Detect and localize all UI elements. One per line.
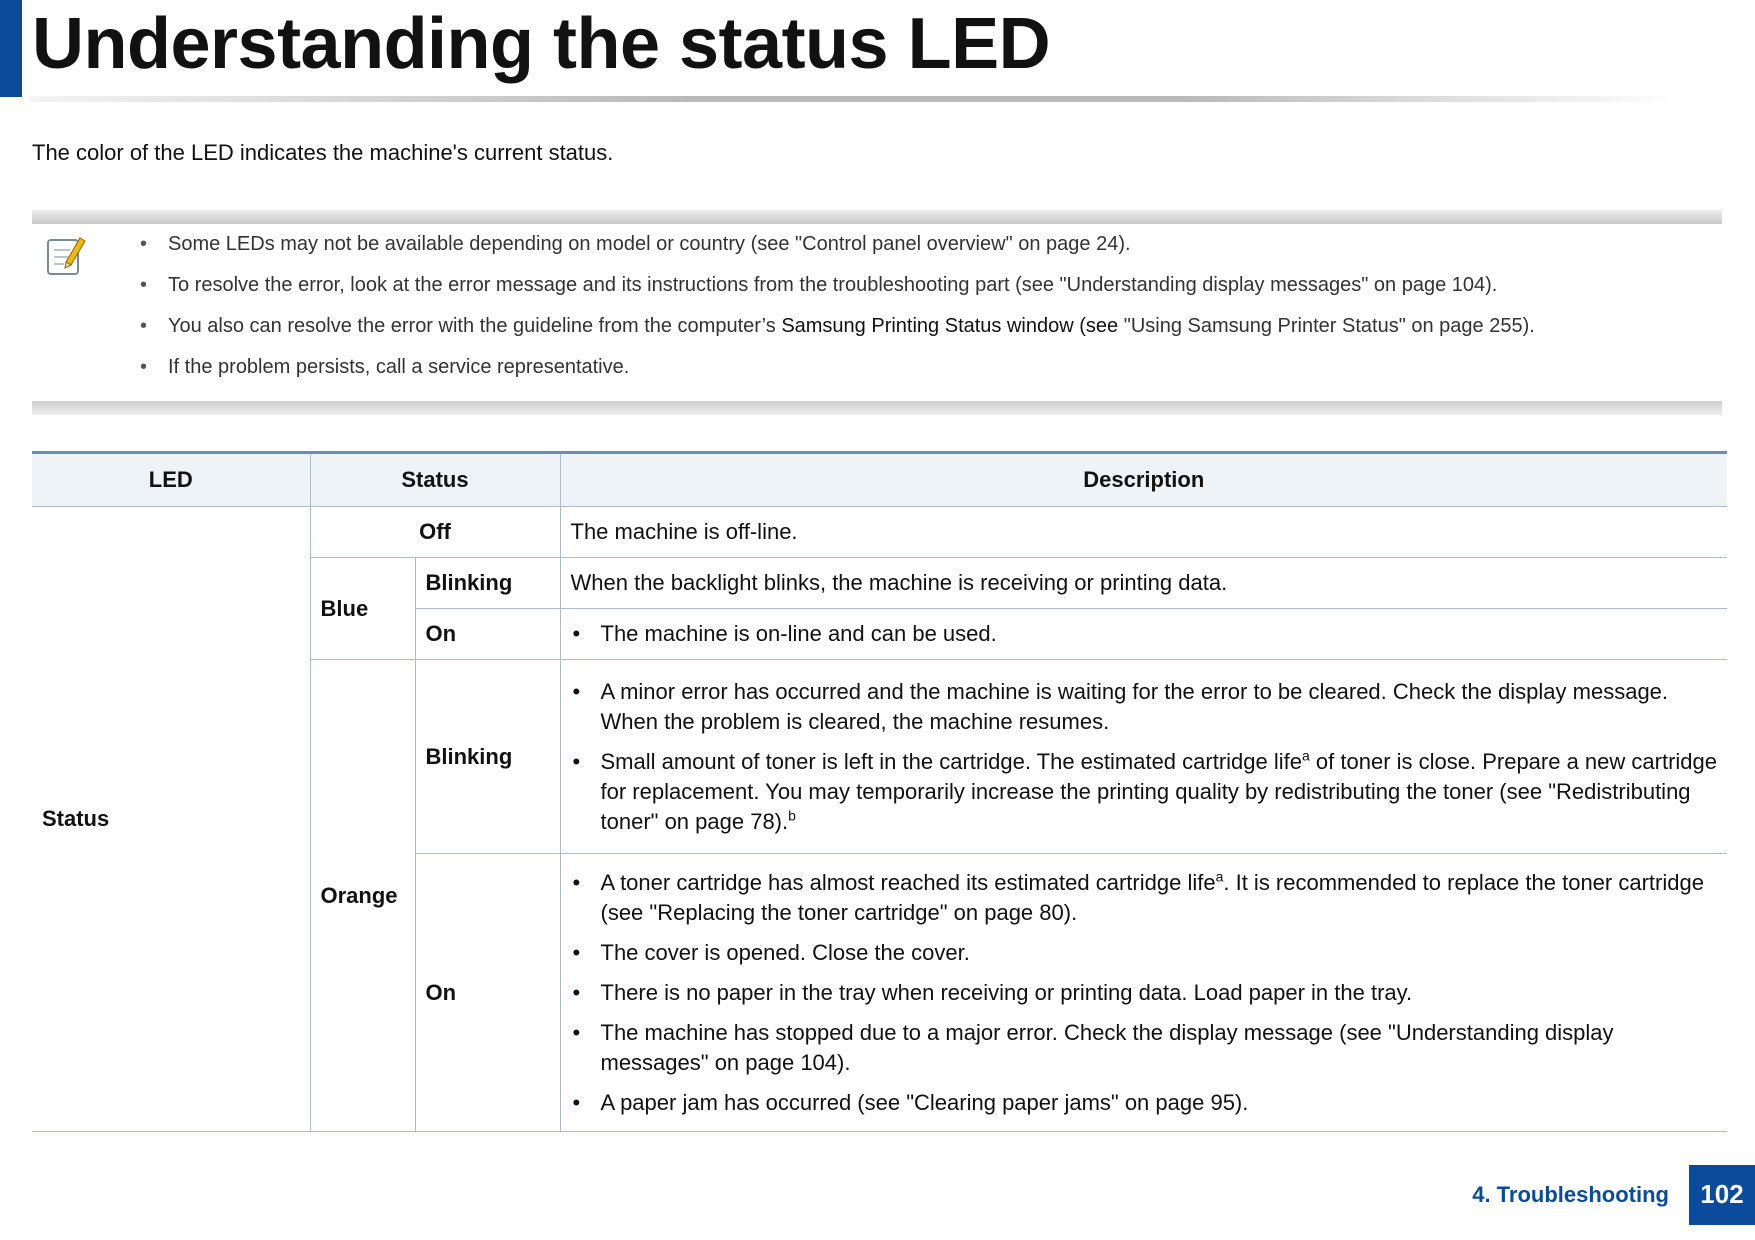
note-item-emphasis: Samsung Printing Status window (see [781,315,1119,337]
header-led: LED [32,453,310,507]
description-blue-on [560,609,1727,660]
header-description: Description [560,453,1727,507]
description-text: . It is recommended to replace the toner cartridge (see "Replacing the toner cartridge" on page 80). [600,869,1704,925]
table-header-row [32,453,1727,507]
note-item: • Some LEDs may not be available depending on model or country (see "Control panel overview" on page 24). [132,232,1535,273]
status-blue-on: On [415,609,560,660]
footnote-marker: a [1302,747,1310,764]
note-top-band [32,210,1722,224]
note-item-text: You also can resolve the error with the guideline from the computer’s [168,315,782,337]
chapter-accent-bar [0,0,22,97]
led-status-table [32,451,1727,1132]
note-item [132,314,1535,355]
note-bottom-band [32,401,1722,415]
note-item: • If the problem persists, call a service representative. [132,355,1535,396]
led-status-cell: Status [32,507,310,1132]
note-item: • To resolve the error, look at the error message and its instructions from the troubleshooting part (see "Understanding display messages" on page 104). [132,273,1535,314]
header-status: Status [310,453,560,507]
description-text: Small amount of toner is left in the cartridge. The estimated cartridge life [600,748,1302,774]
status-off: Off [310,507,560,558]
footer-section-link[interactable]: 4. Troubleshooting [1472,1182,1669,1207]
description-text: A toner cartridge has almost reached its estimated cartridge life [600,869,1216,895]
table-row [32,507,1727,558]
description-item [571,747,1718,837]
footnote-marker: a [1215,868,1224,885]
description-orange-on [560,854,1727,1132]
color-orange: Orange [310,660,415,1132]
status-blue-blinking: Blinking [415,558,560,609]
footnote-marker: b [788,807,796,824]
title-divider [28,96,1678,102]
status-orange-on: On [415,854,560,1132]
color-blue: Blue [310,558,415,660]
intro-text: The color of the LED indicates the machine's current status. [32,140,614,165]
status-orange-blinking: Blinking [415,660,560,854]
note-box [32,210,1722,415]
description-item: • A minor error has occurred and the machine is waiting for the error to be cleared. Check the display message. When the problem is cleared, the machine resumes. [571,677,1718,737]
description-text: of toner is close. Prepare a new cartridge for replacement. You may temporarily increase the printing quality by redistributing the toner (see "Redistributing toner" on page 78). [600,748,1718,834]
description-blue-blinking: When the backlight blinks, the machine is receiving or printing data. [560,558,1727,609]
note-list [132,232,1535,396]
description-item: • There is no paper in the tray when receiving or printing data. Load paper in the tray. [571,978,1718,1008]
description-off: The machine is off-line. [560,507,1727,558]
description-item: • The machine has stopped due to a major error. Check the display message (see "Understanding display messages" on page 104). [571,1018,1718,1078]
description-item: • A paper jam has occurred (see "Clearing paper jams" on page 95). [571,1088,1718,1118]
page-number-badge: 102 [1689,1165,1755,1225]
note-item-text: "Using Samsung Printer Status" on page 255). [1118,315,1535,337]
description-item: • The cover is opened. Close the cover. [571,938,1718,968]
note-pencil-icon [46,232,86,278]
description-item: • The machine is on-line and can be used. [571,619,1718,649]
description-item [571,868,1718,928]
page-title: Understanding the status LED [32,4,1051,84]
description-orange-blinking [560,660,1727,854]
